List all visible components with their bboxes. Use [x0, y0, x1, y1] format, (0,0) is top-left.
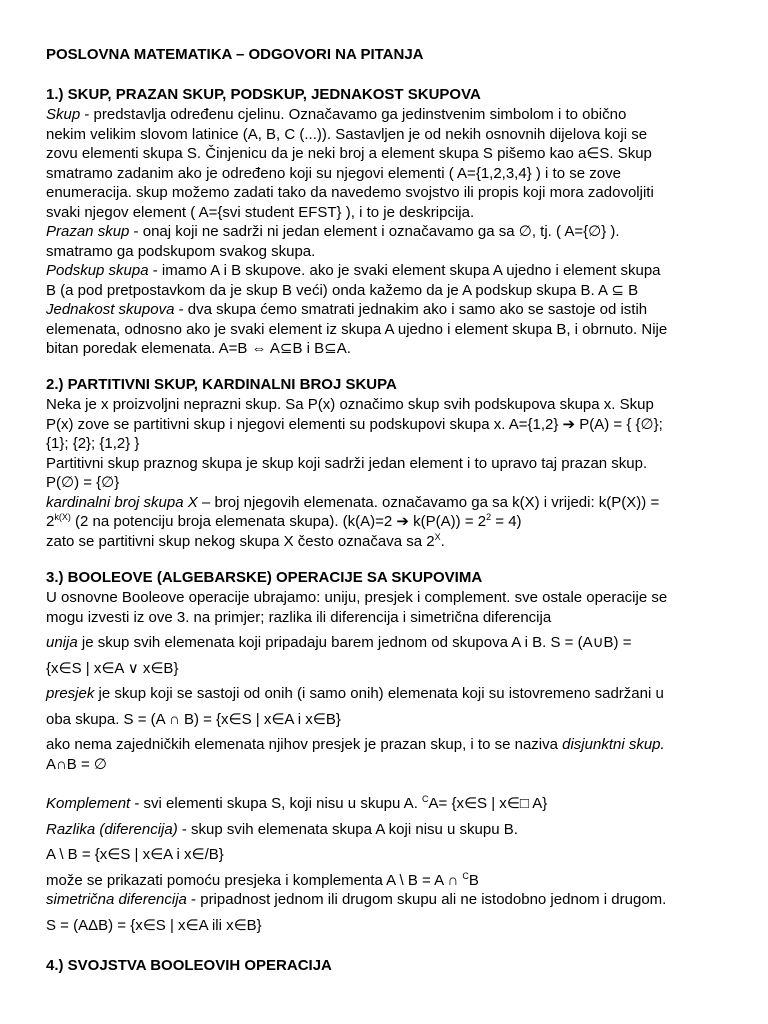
razlika-paragraph: [46, 820, 736, 840]
unija-paragraph: [46, 633, 736, 653]
presjek-formula: oba skupa. S = (A ∩ B) = {x∈S | x∈A i x∈B}: [46, 710, 341, 728]
jednakost-line: elemenata, odnosno ako je svaki element iz skupa A ujedno i element skupa B, i obrnuto. Nije: [46, 320, 668, 338]
prazan-term: Prazan skup: [46, 223, 130, 240]
section-4-title: 4.) SVOJSTVA BOOLEOVIH OPERACIJA: [46, 957, 332, 974]
razlika-text: - skup svih elemenata skupa A koji nisu u skupu B.: [177, 820, 518, 838]
komplement-paragraph: [46, 794, 736, 814]
razlika-komplement-end: B: [468, 871, 479, 889]
kardinalni-exponent: k(X): [54, 512, 71, 522]
razlika-formula: A \ B = {x∈S | x∈A i x∈/B}: [46, 846, 224, 863]
intro-line: U osnovne Booleove operacije ubrajamo: uniju, presjek i complement. sve ostale operacije se: [46, 589, 668, 606]
presjek-paragraph: [46, 684, 736, 704]
section-1-title: 1.) SKUP, PRAZAN SKUP, PODSKUP, JEDNAKOST SKUPOVA: [46, 86, 481, 103]
partitivni-line: Partitivni skup praznog skupa je skup koji sadrži jedan element i to upravo taj prazan skup.: [46, 454, 648, 472]
partitivni-line: {1}; {2}; {1,2} }: [46, 435, 140, 452]
skup-term: Skup: [46, 106, 81, 123]
razlika-komplement-superscript: C: [462, 870, 469, 881]
kardinalni-text: = 4): [491, 513, 522, 530]
partitivni-line: P(∅) = {∅}: [46, 474, 120, 491]
kardinalni-text: (2 na potenciju broja elemenata skupa). (k(A)=2 ➔ k(P(A)) = 2: [70, 513, 487, 530]
section-2: [46, 375, 736, 551]
kardinalni-text: zato se partitivni skup nekog skupa X često označava sa 2: [46, 532, 435, 550]
skup-line: enumeracija. skup možemo zadati tako da navedemo svojstvo ili propis koji mora zadovoljiti: [46, 184, 654, 201]
kardinalni-text: – broj njegovih elemenata. označavamo ga sa k(X) i vrijedi: k(P(X)) =: [197, 493, 660, 511]
skup-line: zovu elementi skupa S. Činjenicu da je neki broj a element skupa S pišemo kao a∈S. Skup: [46, 145, 652, 162]
skup-paragraph: [46, 105, 736, 222]
podskup-line: B (a pod pretpostavkom da je skup B veći) onda kažemo da je A podskup skupa B. A ⊆ B: [46, 281, 639, 299]
podskup-paragraph: [46, 261, 736, 300]
prazan-line: smatramo ga podskupom svakog skupa.: [46, 242, 316, 260]
disjunktni-paragraph: [46, 735, 736, 774]
booleove-intro: [46, 588, 736, 627]
skup-line: smatramo zadanim ako je određeno koji su njegovi elementi ( A={1,2,3,4} ) i to se zove: [46, 164, 621, 182]
komplement-term: Komplement: [46, 795, 131, 812]
simetricna-text: - pripadnost jednom ili drugom skupu ali ne istodobno jednom i drugom.: [186, 891, 667, 908]
section-3-title: 3.) BOOLEOVE (ALGEBARSKE) OPERACIJE SA SKUPOVIMA: [46, 569, 483, 586]
kardinalni-exponent: X: [434, 531, 441, 542]
partitivni-line: Neka je x proizvoljni neprazni skup. Sa P(x) označimo skup svih podskupova skupa x. Skup: [46, 396, 654, 413]
section-4: [46, 956, 736, 976]
kardinalni-exponent: 2: [486, 512, 492, 522]
skup-line: - predstavlja određenu cjelinu. Označavamo ga jedinstvenim simbolom i to obično: [80, 106, 627, 123]
presjek-text: je skup koji se sastoji od onih (i samo onih) elemenata koji su istovremeno sadržani u: [94, 685, 664, 702]
disjunktni-formula: A∩B = ∅: [46, 755, 107, 773]
komplement-text: - svi elementi skupa S, koji nisu u skupu A.: [130, 795, 423, 812]
skup-line: nekim velikim slovom latinice (A, B, C (...)). Sastavljen je od nekih osnovnih dijelova koji se: [46, 125, 648, 143]
section-1: [46, 85, 736, 359]
simetricna-term: simetrična diferencija: [46, 891, 187, 908]
prazan-line: - onaj koji ne sadrži ni jedan element i označavamo ga sa ∅, tj. ( A={∅} ).: [129, 223, 620, 240]
partitivni-paragraph: [46, 395, 736, 493]
razlika-komplement-line: [46, 871, 736, 910]
podskup-term: Podskup skupa: [46, 262, 149, 279]
unija-term: unija: [46, 634, 78, 651]
section-2-title: 2.) PARTITIVNI SKUP, KARDINALNI BROJ SKUPA: [46, 376, 397, 393]
skup-line: svaki njegov element ( A={svi student EFST} ), i to je deskripcija.: [46, 203, 475, 221]
presjek-term: presjek: [46, 685, 95, 702]
intro-line: mogu izvesti iz ove 3. na primjer; razlika ili diferencija i simetrična diferencija: [46, 608, 552, 626]
jednakost-paragraph: [46, 300, 736, 359]
kardinalni-term: kardinalni broj skupa X: [46, 493, 198, 511]
jednakost-line: - dva skupa ćemo smatrati jednakim ako i samo ako se sastoje od istih: [174, 301, 648, 318]
prazan-paragraph: [46, 222, 736, 261]
unija-text: je skup svih elemenata koji pripadaju barem jednom od skupova A i B. S = (A∪B) =: [77, 634, 632, 651]
razlika-komplement-text: može se prikazati pomoću presjeka i komplementa A \ B = A ∩: [46, 871, 463, 889]
section-3: [46, 568, 736, 935]
kardinalni-base: 2: [46, 513, 55, 530]
kardinalni-paragraph: [46, 493, 736, 552]
podskup-line: - imamo A i B skupove. ako je svaki element skupa A ujedno i element skupa: [148, 262, 661, 279]
jednakost-term: Jednakost skupova: [46, 301, 175, 318]
unija-formula: {x∈S | x∈A ∨ x∈B}: [46, 659, 179, 677]
jednakost-line: bitan poredak elemenata. A=B ⇔ A⊆B i B⊆A.: [46, 340, 351, 357]
document-title: POSLOVNA MATEMATIKA – ODGOVORI NA PITANJA: [46, 46, 424, 63]
kardinalni-text: .: [440, 532, 445, 550]
disjunktni-text: ako nema zajedničkih elemenata njihov presjek je prazan skup, i to se naziva: [46, 736, 563, 753]
razlika-term: Razlika (diferencija): [46, 820, 178, 838]
disjunktni-term: disjunktni skup.: [562, 736, 665, 753]
komplement-superscript: C: [422, 794, 429, 804]
simetricna-formula: S = (AΔB) = {x∈S | x∈A ili x∈B}: [46, 916, 262, 934]
partitivni-line: P(x) zove se partitivni skup i njegovi elementi su podskupovi skupa x. A={1,2} ➔ P(A) = { {∅};: [46, 415, 663, 433]
komplement-formula: A= {x∈S | x∈□ A}: [428, 795, 548, 812]
